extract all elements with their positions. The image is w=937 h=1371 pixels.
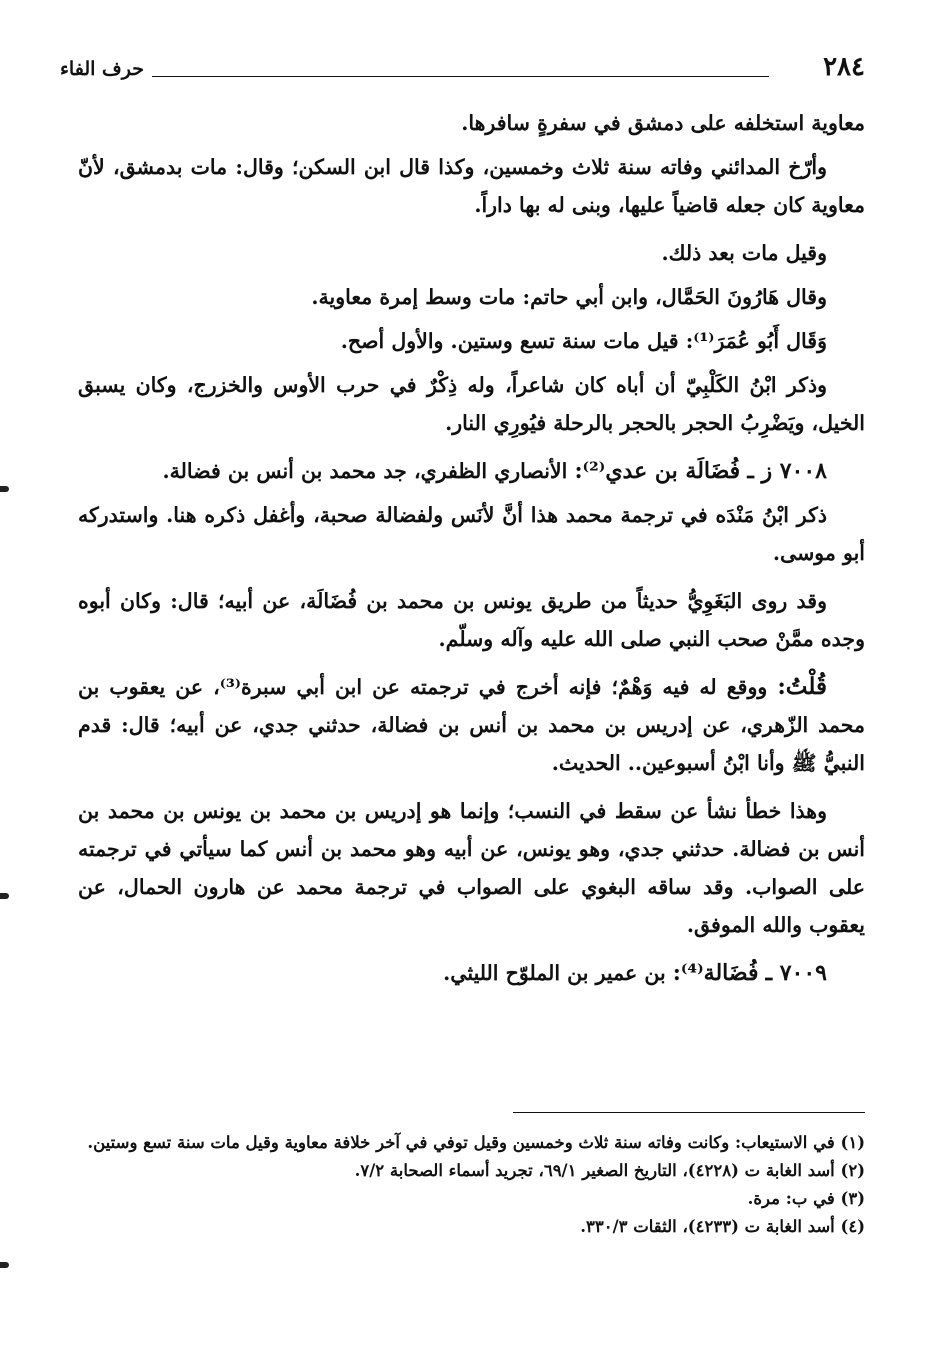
entry-text: بن عمير بن الملوّح الليثي.: [443, 961, 666, 985]
paragraph: ذكر ابْنُ مَنْدَه في ترجمة محمد هذا أنَّ لأنَس ولفضالة صحبة، وأغفل ذكره هنا. واستدركه أبو موسى.: [78, 503, 865, 565]
paragraph-text: ووقع له فيه وَهْمٌ؛ فإنه أخرج في ترجمته عن ابن أبي سبرة⁽³⁾، عن يعقوب بن محمد الزّهري، عن إدريس بن محمد بن أنس بن فضالة، حدثني جدي، عن أبيه؛ قال: قدم النبيُّ ﷺ وأنا ابْنُ أسبوعين.. الحديث.: [78, 675, 865, 775]
entry-name: فُضَالَة بن عدي⁽²⁾:: [574, 458, 741, 484]
paragraph: وأرّخ المدائني وفاته سنة ثلاث وخمسين، وكذا قال ابن السكن؛ وقال: مات بدمشق، لأنّ معاوية كان جعله قاضياً عليها، وبنى له بها داراً.: [78, 155, 865, 217]
footnote: (٢) أسد الغابة ت (٤٢٢٨)، التاريخ الصغير ٦٩/١، تجريد أسماء الصحابة ٧/٢.: [354, 1161, 865, 1180]
footnote: (١) في الاستيعاب: وكانت وفاته سنة ثلاث وخمسين وقيل توفي في آخر خلافة معاوية وقيل مات سنة تسع وستين.: [87, 1133, 865, 1152]
paragraph: [78, 668, 865, 782]
page-header: [60, 52, 865, 86]
entry-number: ٧٠٠٨ ز ـ: [747, 458, 827, 484]
header-rule: [152, 76, 769, 77]
scan-margin-mark: [0, 893, 9, 899]
body-text: [78, 104, 865, 1002]
qult-label: قُلْتُ:: [777, 673, 827, 700]
paragraph: وقيل مات بعد ذلك.: [661, 241, 827, 265]
footnote: (٤) أسد الغابة ت (٤٢٣٣)، الثقات ٣٣٠/٣.: [580, 1217, 865, 1236]
entry-7009: [78, 954, 865, 992]
entry-name: فُضَالة⁽⁴⁾:: [672, 960, 759, 986]
paragraph: وذكر ابْنُ الكَلْبِيّ أن أباه كان شاعراً، وله ذِكْرٌ في حرب الأوس والخزرج، وكان يسبق الخيل، ويَضْرِبُ الحجر بالحجر بالرحلة فيُورِي النار.: [78, 373, 865, 435]
paragraph: وقد روى البَغَوِيُّ حديثاً من طريق يونس بن محمد بن فُضَالَة، عن أبيه؛ قال: وكان أبوه وجده ممَّنْ صحب النبي صلى الله عليه وآله وسلّم.: [78, 589, 865, 651]
paragraph: وَقَال أَبُو عُمَرَ⁽¹⁾: قيل مات سنة تسع وستين. والأول أصح.: [340, 329, 827, 353]
running-head: حرف الفاء: [60, 58, 144, 80]
footnote-rule: [513, 1112, 865, 1113]
entry-number: ٧٠٠٩ ـ: [765, 960, 827, 986]
scan-margin-mark: [0, 486, 9, 492]
footnotes: [78, 1130, 865, 1242]
paragraph: معاوية استخلفه على دمشق في سفرةٍ سافرها.: [461, 111, 865, 135]
entry-7008: [78, 452, 865, 490]
page-number: ٢٨٤: [823, 52, 865, 82]
footnote: (٣) في ب: مرة.: [747, 1189, 865, 1208]
paragraph: وقال هَارُونَ الحَمَّال، وابن أبي حاتم: مات وسط إمرة معاوية.: [311, 285, 827, 309]
paragraph: وهذا خطأ نشأ عن سقط في النسب؛ وإنما هو إدريس بن محمد بن يونس بن محمد بن أنس بن فضالة. حدثني جدي، وهو يونس، عن أبيه وهو محمد بن أنس كما سيأتي في ترجمته على الصواب. وقد ساقه البغوي على الصواب في ترجمة محمد عن هارون الحمال، عن يعقوب والله الموفق.: [78, 799, 865, 937]
entry-text: الأنصاري الظفري، جد محمد بن أنس بن فضالة.: [162, 459, 568, 483]
scan-margin-mark: [0, 1262, 9, 1268]
